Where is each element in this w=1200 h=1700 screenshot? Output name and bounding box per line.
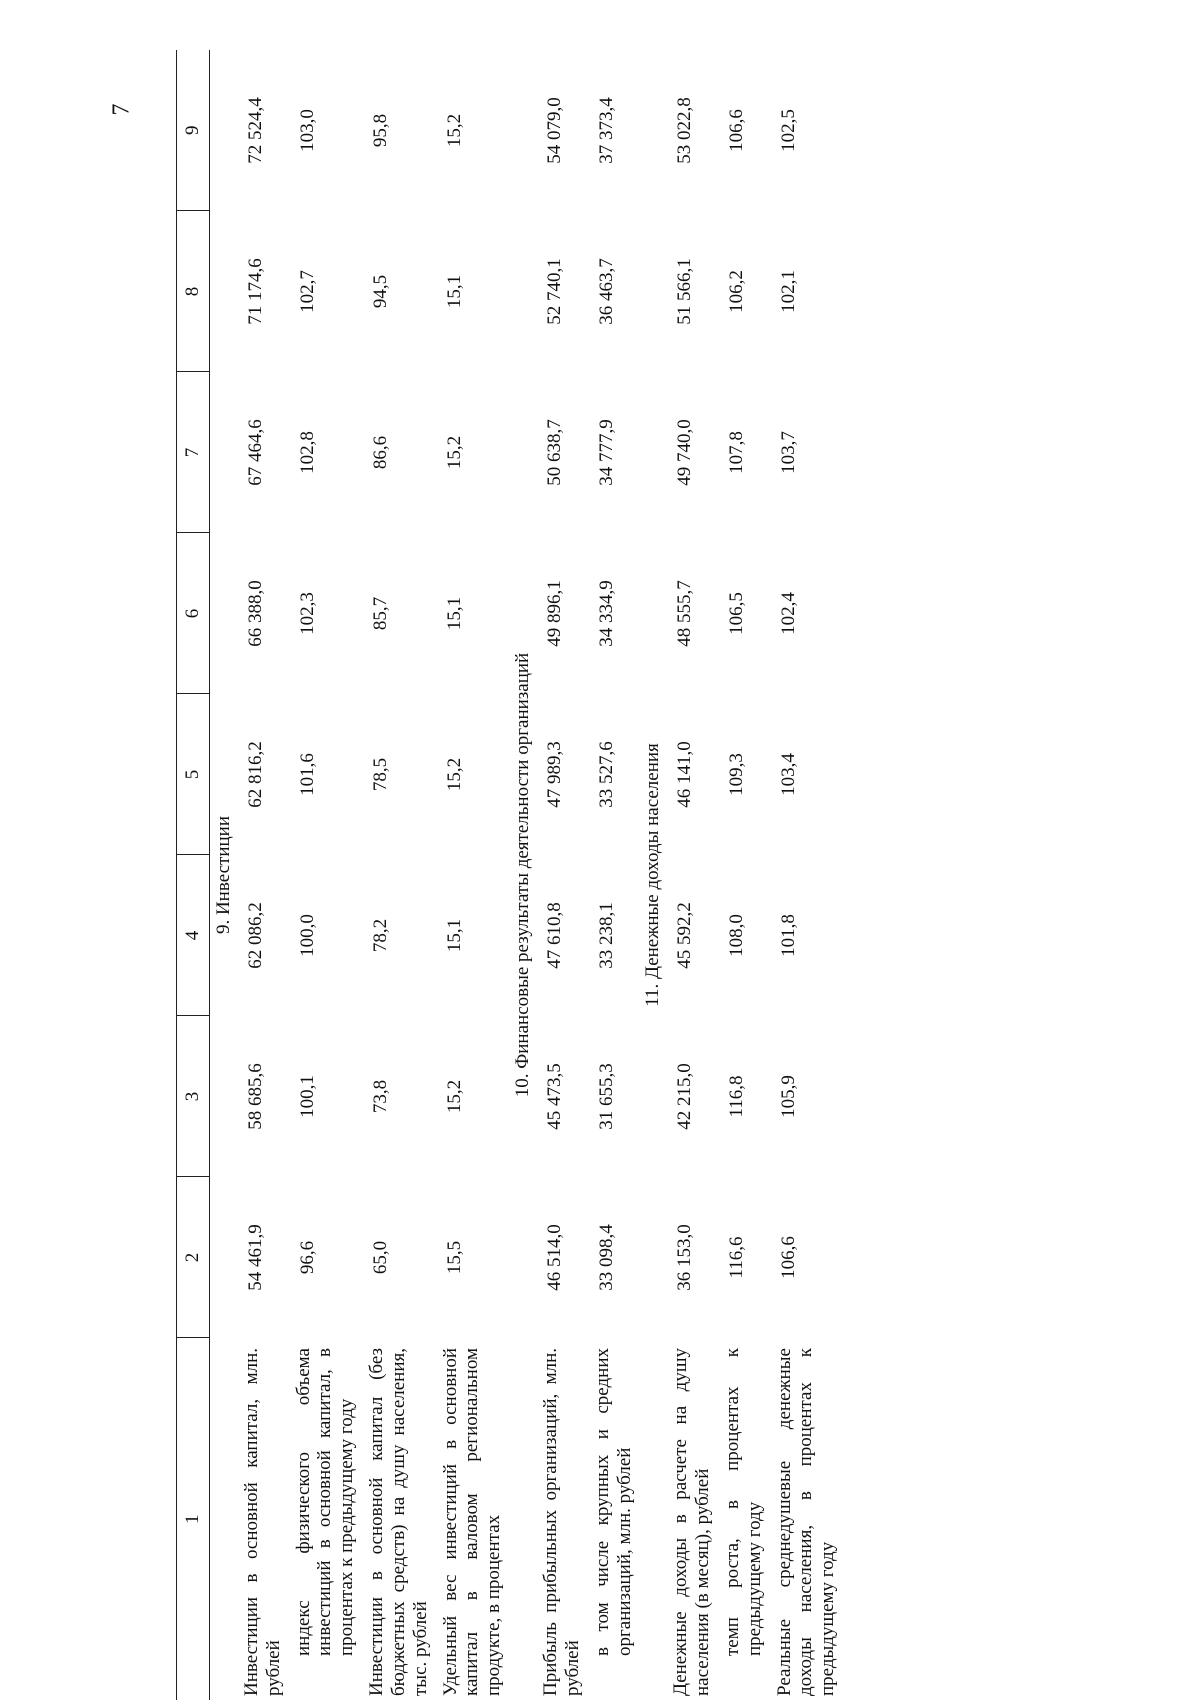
value-cell: 101,8 [777,914,799,957]
value-cell: 78,5 [370,757,392,792]
row-label: темп роста, в процентах к предыдущему году [721,1348,765,1656]
value-cell: 58 685,6 [244,1063,266,1130]
value-cell: 36 463,7 [595,258,617,325]
value-cell: 86,6 [370,435,392,470]
value-cell: 103,0 [296,109,318,152]
value-cell: 66 388,0 [244,580,266,647]
table-row [588,50,640,1700]
value-cell: 72 524,4 [244,97,266,164]
value-cell: 102,1 [777,270,799,313]
section-title-row [639,50,666,1700]
value-cell: 67 464,6 [244,419,266,486]
value-cell: 47 989,3 [543,741,565,808]
value-cell: 102,3 [296,592,318,635]
column-header: 2 [177,1177,210,1338]
column-header: 3 [177,1016,210,1177]
value-cell: 15,2 [443,1079,465,1114]
value-cell: 33 527,6 [595,741,617,808]
value-cell: 102,4 [777,592,799,635]
value-cell: 73,8 [370,1079,392,1114]
column-header: 4 [177,855,210,1016]
value-cell: 107,8 [725,431,747,474]
value-cell: 46 141,0 [674,741,696,808]
table-body [210,50,844,1700]
value-cell: 47 610,8 [543,902,565,969]
value-cell: 101,6 [296,753,318,796]
row-label: Инвестиции в основной капитал (без бюджетных средств) на душу населения, тыс. рублей [366,1348,431,1696]
value-cell: 100,1 [296,1075,318,1118]
column-header: 6 [177,533,210,694]
value-cell: 94,5 [370,274,392,309]
value-cell: 106,5 [725,592,747,635]
value-cell: 106,6 [725,109,747,152]
column-header: 5 [177,694,210,855]
column-header: 8 [177,211,210,372]
value-cell: 15,2 [443,757,465,792]
row-label: Прибыль прибыльных организаций, млн. рублей [539,1348,583,1696]
column-header: 7 [177,372,210,533]
value-cell: 102,7 [296,270,318,313]
value-cell: 33 238,1 [595,902,617,969]
column-number-row [177,50,210,1700]
value-cell: 109,3 [725,753,747,796]
column-header: 9 [177,50,210,211]
value-cell: 15,1 [443,274,465,309]
value-cell: 105,9 [777,1075,799,1118]
value-cell: 54 079,0 [543,97,565,164]
value-cell: 52 740,1 [543,258,565,325]
value-cell: 65,0 [370,1240,392,1275]
table-row [362,50,436,1700]
value-cell: 34 334,9 [595,580,617,647]
table-row [536,50,588,1700]
table-row [237,50,289,1700]
section-title: 9. Инвестиции [213,815,234,935]
value-cell: 108,0 [725,914,747,957]
value-cell: 48 555,7 [674,580,696,647]
value-cell: 46 514,0 [543,1224,565,1291]
table-row [436,50,510,1700]
row-label: Инвестиции в основной капитал, млн. рублей [240,1348,284,1696]
data-table [176,50,843,1700]
value-cell: 50 638,7 [543,419,565,486]
table-header [177,50,210,1700]
value-cell: 53 022,8 [674,97,696,164]
value-cell: 85,7 [370,596,392,631]
rotated-page [176,50,996,1700]
value-cell: 100,0 [296,914,318,957]
value-cell: 51 566,1 [674,258,696,325]
page-number: 7 [108,103,135,116]
table-row [666,50,718,1700]
value-cell: 71 174,6 [244,258,266,325]
value-cell: 103,7 [777,431,799,474]
row-label: Реальные среднедушевые денежные доходы населения, в процентах к предыдущему году [773,1348,839,1696]
value-cell: 15,1 [443,596,465,631]
value-cell: 106,6 [777,1236,799,1279]
table-row [289,50,363,1700]
value-cell: 62 086,2 [244,902,266,969]
value-cell: 106,2 [725,270,747,313]
value-cell: 96,6 [296,1240,318,1275]
section-title-row [509,50,536,1700]
value-cell: 34 777,9 [595,419,617,486]
value-cell: 36 153,0 [674,1224,696,1291]
value-cell: 15,2 [443,435,465,470]
value-cell: 45 592,2 [674,902,696,969]
row-label: индекс физического объема инвестиций в основной капитал, в процентах к предыдущему году [292,1348,358,1656]
value-cell: 116,6 [725,1236,747,1279]
value-cell: 33 098,4 [595,1224,617,1291]
value-cell: 62 816,2 [244,741,266,808]
value-cell: 37 373,4 [595,97,617,164]
row-label: Денежные доходы в расчете на душу населения (в месяц), рублей [670,1348,714,1696]
row-label: Удельный вес инвестиций в основной капитал в валовом региональном продукте, в процентах [439,1348,505,1696]
value-cell: 49 896,1 [543,580,565,647]
value-cell: 95,8 [370,113,392,148]
value-cell: 42 215,0 [674,1063,696,1130]
value-cell: 102,8 [296,431,318,474]
value-cell: 31 655,3 [595,1063,617,1130]
value-cell: 45 473,5 [543,1063,565,1130]
table-row [770,50,844,1700]
section-title: 11. Денежные доходы населения [642,743,664,1007]
value-cell: 102,5 [777,109,799,152]
column-header: 1 [177,1338,210,1700]
value-cell: 15,1 [443,918,465,953]
section-title-row [210,50,237,1700]
value-cell: 15,5 [443,1240,465,1275]
row-label: в том числе крупных и средних организаций, млн. рублей [591,1348,635,1656]
table-row [718,50,770,1700]
value-cell: 116,8 [725,1075,747,1118]
value-cell: 54 461,9 [244,1224,266,1291]
value-cell: 78,2 [370,918,392,953]
value-cell: 103,4 [777,753,799,796]
value-cell: 15,2 [443,113,465,148]
value-cell: 49 740,0 [674,419,696,486]
section-title: 10. Финансовые результаты деятельности организаций [512,652,534,1098]
